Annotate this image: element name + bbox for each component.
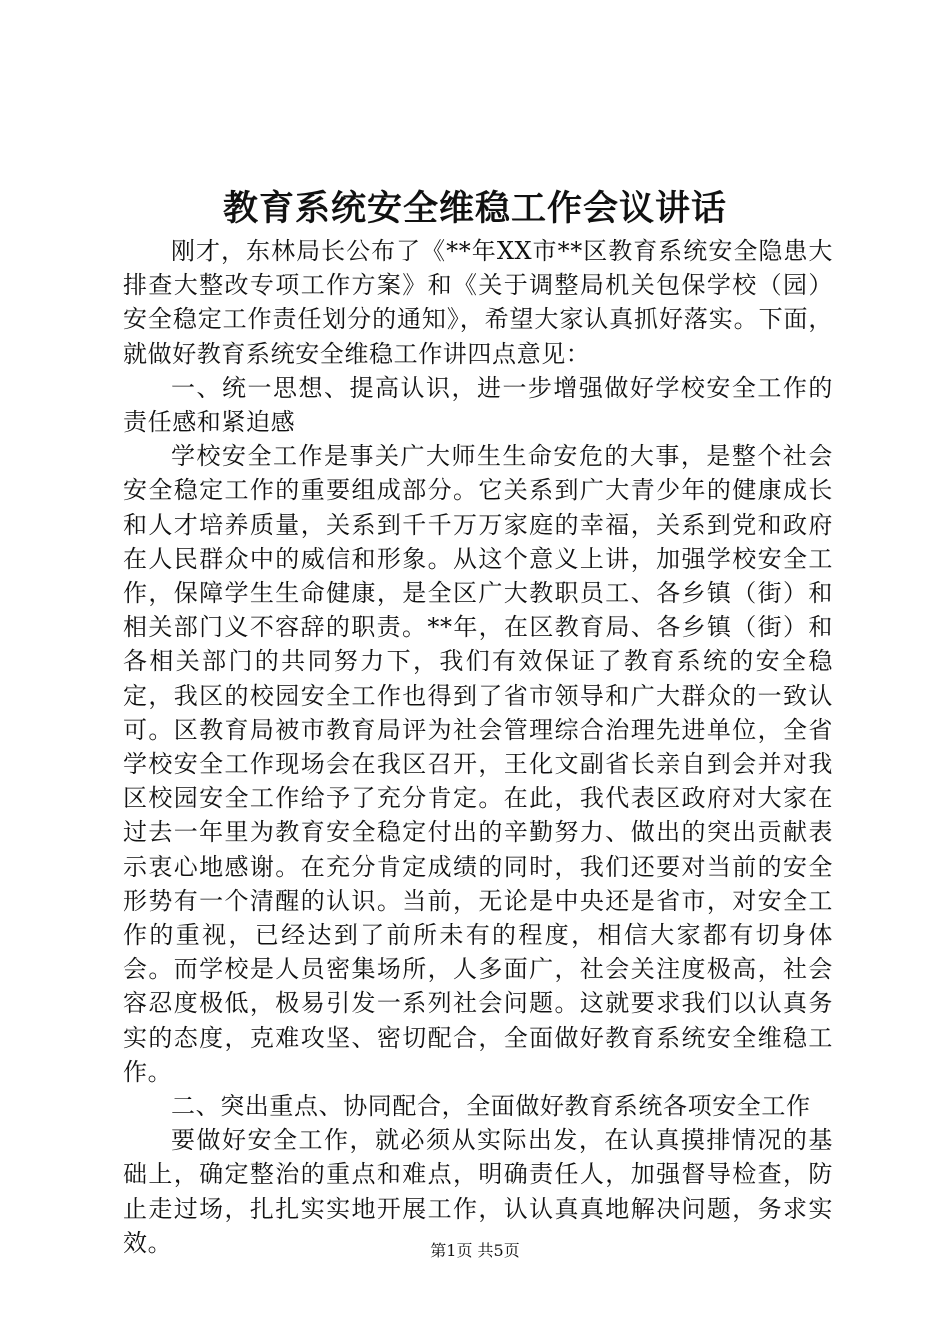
section-heading-2: 二、突出重点、协同配合，全面做好教育系统各项安全工作: [171, 1092, 811, 1121]
document-body: [123, 234, 833, 1260]
paragraph-intro: 刚才，东林局长公布了《**年XX市**区教育系统安全隐患大排查大整改专项工作方案》和《关于调整局机关包保学校（园）安全稳定工作责任划分的通知》，希望大家认真抓好落实。下面，就做好教育系统安全维稳工作讲四点意见：: [123, 237, 833, 368]
paragraph-section-1: 学校安全工作是事关广大师生生命安危的大事，是整个社会安全稳定工作的重要组成部分。它关系到广大青少年的健康成长和人才培养质量，关系到千千万万家庭的幸福，关系到党和政府在人民群众中的威信和形象。从这个意义上讲，加强学校安全工作，保障学生生命健康，是全区广大教职员工、各乡镇（街）和相关部门义不容辞的职责。**年，在区教育局、各乡镇（街）和各相关部门的共同努力下，我们有效保证了教育系统的安全稳定，我区的校园安全工作也得到了省市领导和广大群众的一致认可。区教育局被市教育局评为社会管理综合治理先进单位，全省学校安全工作现场会在我区召开，王化文副省长亲自到会并对我区校园安全工作给予了充分肯定。在此，我代表区政府对大家在过去一年里为教育安全稳定付出的辛勤努力、做出的突出贡献表示衷心地感谢。在充分肯定成绩的同时，我们还要对当前的安全形势有一个清醒的认识。当前，无论是中央还是省市，对安全工作的重视，已经达到了前所未有的程度，相信大家都有切身体会。而学校是人员密集场所，人多面广，社会关注度极高，社会容忍度极低，极易引发一系列社会问题。这就要求我们以认真务实的态度，克难攻坚、密切配合，全面做好教育系统安全维稳工作。: [123, 442, 833, 1086]
paragraph-section-2: 要做好安全工作，就必须从实际出发，在认真摸排情况的基础上，确定整治的重点和难点，明确责任人，加强督导检查，防止走过场，扎扎实实地开展工作，认认真真地解决问题，务求实效。: [123, 1126, 833, 1257]
page-number-footer: 第1页 共5页: [430, 1241, 520, 1260]
section-heading-1: 一、统一思想、提高认识，进一步增强做好学校安全工作的责任感和紧迫感: [123, 373, 833, 437]
document-title: 教育系统安全维稳工作会议讲话: [222, 188, 727, 229]
